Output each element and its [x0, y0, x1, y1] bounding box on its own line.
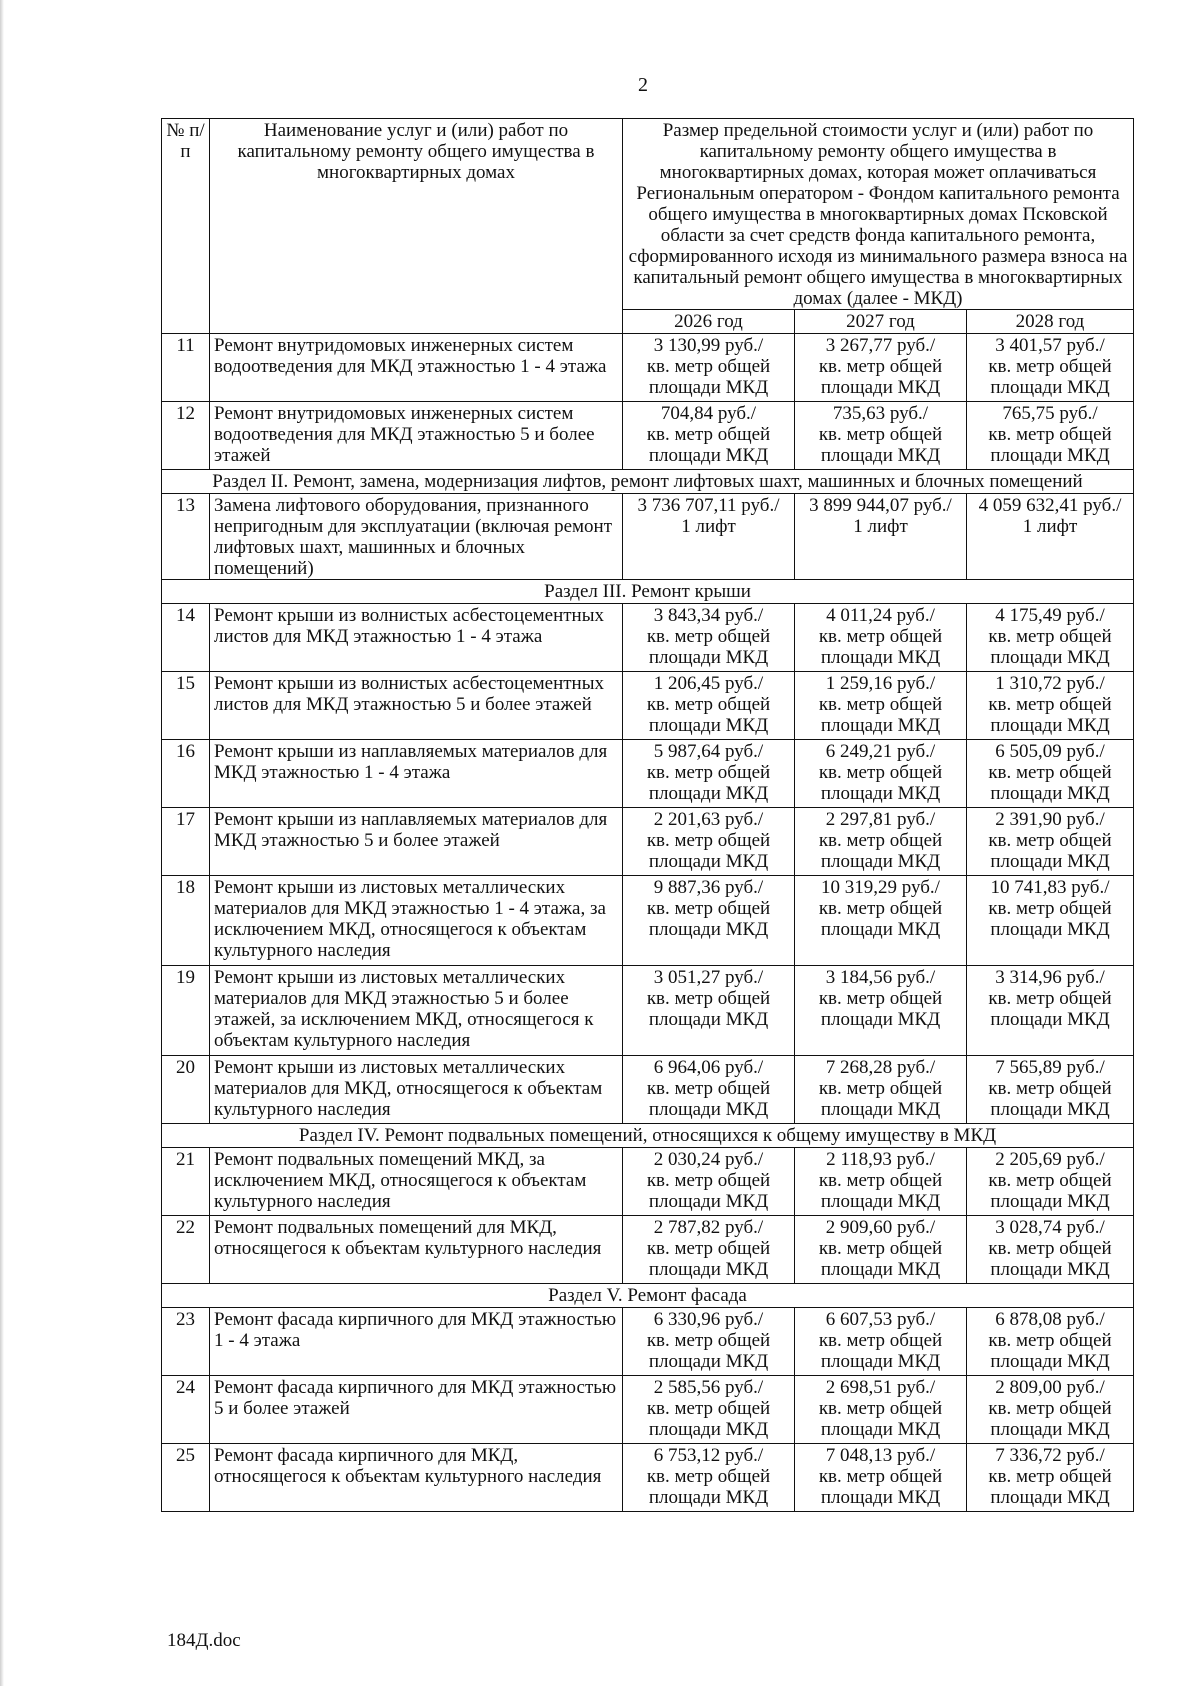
price-unit: кв. метр общей площади МКД	[646, 424, 771, 466]
work-name: Ремонт подвальных помещений МКД, за исключением МКД, относящегося к объектам культурного наследия	[210, 1148, 623, 1216]
scan-edge	[0, 0, 4, 1686]
price: 6 753,12 руб./	[653, 1445, 764, 1466]
row-number: 19	[162, 966, 210, 1056]
price: 2 118,93 руб./	[826, 1149, 935, 1170]
header-cost: Размер предельной стоимости услуг и (или) работ по капитальному ремонту общего имущества в многоквартирных домах, которая может оплачиваться Региональным оператором - Фондом капитального ремонта общего имущества в многоквартирных домах Псковской области за счет средств фонда капитального ремонта, сформированного исходя из минимального размера взноса на капитальный ремонт общего имущества в многоквартирных домах (далее - МКД)	[623, 119, 1134, 310]
price: 4 059 632,41 руб./	[978, 495, 1122, 516]
cost-value-2026	[623, 1444, 795, 1512]
table-row	[162, 334, 1134, 402]
cost-value-2028	[967, 334, 1134, 402]
price: 5 987,64 руб./	[653, 741, 764, 762]
price-unit: кв. метр общей площади МКД	[988, 356, 1112, 398]
price-unit: кв. метр общей площади МКД	[646, 694, 771, 736]
work-name: Ремонт фасада кирпичного для МКД, относящегося к объектам культурного наследия	[210, 1444, 623, 1512]
price: 3 028,74 руб./	[995, 1217, 1105, 1238]
table-row	[162, 808, 1134, 876]
price: 765,75 руб./	[1002, 403, 1098, 424]
cost-value-2026	[623, 1056, 795, 1124]
cost-value-2028	[967, 1148, 1134, 1216]
table-row	[162, 1148, 1134, 1216]
price: 704,84 руб./	[660, 403, 757, 424]
price-unit: кв. метр общей площади МКД	[818, 762, 943, 804]
cost-table-body	[162, 119, 1134, 1512]
price: 3 843,34 руб./	[653, 605, 764, 626]
price: 2 205,69 руб./	[995, 1149, 1105, 1170]
work-name: Ремонт крыши из наплавляемых материалов для МКД этажностью 5 и более этажей	[210, 808, 623, 876]
cost-value-2028	[967, 1216, 1134, 1284]
price: 7 048,13 руб./	[825, 1445, 936, 1466]
work-name: Ремонт внутридомовых инженерных систем водоотведения для МКД этажностью 5 и более этажей	[210, 402, 623, 470]
work-name: Замена лифтового оборудования, признанного непригодным для эксплуатации (включая ремонт лифтовых шахт, машинных и блочных помещений)	[210, 494, 623, 580]
price: 2 787,82 руб./	[653, 1217, 764, 1238]
cost-value-2027	[795, 966, 967, 1056]
price: 4 011,24 руб./	[826, 605, 935, 626]
cost-value-2027	[795, 402, 967, 470]
cost-value-2028	[967, 1376, 1134, 1444]
work-name: Ремонт крыши из листовых металлических материалов для МКД этажностью 5 и более этажей, за исключением МКД, относящегося к объектам культурного наследия	[210, 966, 623, 1056]
price-unit: кв. метр общей площади МКД	[646, 626, 771, 668]
table-row	[162, 1376, 1134, 1444]
work-name: Ремонт крыши из волнистых асбестоцементных листов для МКД этажностью 5 и более этажей	[210, 672, 623, 740]
price-unit: кв. метр общей площади МКД	[646, 1398, 771, 1440]
header-year-2026: 2026 год	[623, 310, 795, 334]
table-row	[162, 1056, 1134, 1124]
cost-value-2027	[795, 494, 967, 580]
price-unit: кв. метр общей площади МКД	[818, 1330, 943, 1372]
section-row	[162, 1284, 1134, 1308]
page-number: 2	[638, 74, 648, 96]
price: 3 401,57 руб./	[995, 335, 1105, 356]
row-number: 23	[162, 1308, 210, 1376]
row-number: 18	[162, 876, 210, 966]
cost-value-2027	[795, 1444, 967, 1512]
cost-value-2027	[795, 672, 967, 740]
price: 3 267,77 руб./	[825, 335, 936, 356]
cost-value-2027	[795, 334, 967, 402]
section-title: Раздел V. Ремонт фасада	[162, 1284, 1134, 1308]
table-row	[162, 966, 1134, 1056]
cost-value-2026	[623, 672, 795, 740]
row-number: 25	[162, 1444, 210, 1512]
table-row	[162, 672, 1134, 740]
row-number: 17	[162, 808, 210, 876]
table-row	[162, 1308, 1134, 1376]
price-unit: кв. метр общей площади МКД	[988, 626, 1112, 668]
price: 3 736 707,11 руб./	[637, 495, 780, 516]
cost-value-2028	[967, 1056, 1134, 1124]
cost-value-2028	[967, 808, 1134, 876]
cost-value-2026	[623, 402, 795, 470]
table-row	[162, 1444, 1134, 1512]
price-unit: кв. метр общей площади МКД	[646, 1078, 771, 1120]
price-unit: кв. метр общей площади МКД	[818, 626, 943, 668]
header-num: № п/п	[162, 119, 210, 334]
price: 3 130,99 руб./	[653, 335, 764, 356]
price-unit: кв. метр общей площади МКД	[646, 762, 771, 804]
price-unit: кв. метр общей площади МКД	[646, 830, 771, 872]
price-unit: кв. метр общей площади МКД	[988, 988, 1112, 1030]
row-number: 14	[162, 604, 210, 672]
section-title: Раздел II. Ремонт, замена, модернизация лифтов, ремонт лифтовых шахт, машинных и блочных помещений	[162, 470, 1134, 494]
work-name: Ремонт внутридомовых инженерных систем водоотведения для МКД этажностью 1 - 4 этажа	[210, 334, 623, 402]
section-title: Раздел III. Ремонт крыши	[162, 580, 1134, 604]
price-unit: кв. метр общей площади МКД	[988, 1078, 1112, 1120]
price: 10 319,29 руб./	[821, 877, 940, 898]
table-row	[162, 402, 1134, 470]
cost-value-2027	[795, 808, 967, 876]
row-number: 13	[162, 494, 210, 580]
price: 3 314,96 руб./	[995, 967, 1105, 988]
price: 3 051,27 руб./	[653, 967, 764, 988]
cost-value-2026	[623, 604, 795, 672]
price-unit: кв. метр общей площади МКД	[988, 830, 1112, 872]
cost-value-2028	[967, 966, 1134, 1056]
price: 6 964,06 руб./	[653, 1057, 764, 1078]
cost-value-2026	[623, 966, 795, 1056]
price: 4 175,49 руб./	[995, 605, 1105, 626]
table-row	[162, 494, 1134, 580]
row-number: 22	[162, 1216, 210, 1284]
cost-value-2026	[623, 1376, 795, 1444]
work-name: Ремонт фасада кирпичного для МКД этажностью 1 - 4 этажа	[210, 1308, 623, 1376]
price: 9 887,36 руб./	[653, 877, 764, 898]
section-title: Раздел IV. Ремонт подвальных помещений, относящихся к общему имуществу в МКД	[162, 1124, 1134, 1148]
cost-value-2026	[623, 1216, 795, 1284]
price: 3 184,56 руб./	[825, 967, 936, 988]
price-unit: кв. метр общей площади МКД	[988, 1466, 1112, 1508]
price: 6 330,96 руб./	[653, 1309, 764, 1330]
price: 735,63 руб./	[832, 403, 929, 424]
row-number: 24	[162, 1376, 210, 1444]
price: 10 741,83 руб./	[990, 877, 1110, 898]
work-name: Ремонт крыши из листовых металлических материалов для МКД этажностью 1 - 4 этажа, за исключением МКД, относящегося к объектам культурного наследия	[210, 876, 623, 966]
price-unit: кв. метр общей площади МКД	[646, 898, 771, 940]
cost-value-2027	[795, 604, 967, 672]
cost-value-2027	[795, 740, 967, 808]
footer-filename: 184Д.doc	[167, 1630, 241, 1651]
cost-value-2027	[795, 1148, 967, 1216]
price-unit: кв. метр общей площади МКД	[988, 1170, 1112, 1212]
cost-value-2026	[623, 740, 795, 808]
price-unit: кв. метр общей площади МКД	[646, 988, 771, 1030]
cost-table	[161, 118, 1134, 1512]
price-unit: кв. метр общей площади МКД	[988, 898, 1112, 940]
cost-value-2027	[795, 1376, 967, 1444]
table-row	[162, 876, 1134, 966]
price: 6 607,53 руб./	[825, 1309, 936, 1330]
price-unit: кв. метр общей площади МКД	[818, 424, 943, 466]
cost-value-2028	[967, 604, 1134, 672]
header-name: Наименование услуг и (или) работ по капитальному ремонту общего имущества в многоквартирных домах	[210, 119, 623, 334]
table-row	[162, 740, 1134, 808]
price-unit: кв. метр общей площади МКД	[818, 1078, 943, 1120]
cost-value-2028	[967, 1444, 1134, 1512]
price: 2 698,51 руб./	[825, 1377, 936, 1398]
header-row	[162, 119, 1134, 310]
price-unit: 1 лифт	[681, 516, 736, 537]
price: 2 909,60 руб./	[825, 1217, 936, 1238]
cost-value-2028	[967, 402, 1134, 470]
cost-value-2028	[967, 740, 1134, 808]
table-row	[162, 604, 1134, 672]
price-unit: кв. метр общей площади МКД	[818, 1398, 943, 1440]
cost-value-2028	[967, 494, 1134, 580]
cost-value-2028	[967, 672, 1134, 740]
row-number: 12	[162, 402, 210, 470]
price-unit: кв. метр общей площади МКД	[988, 694, 1112, 736]
cost-value-2028	[967, 876, 1134, 966]
price-unit: 1 лифт	[853, 516, 908, 537]
price: 2 297,81 руб./	[825, 809, 936, 830]
price-unit: кв. метр общей площади МКД	[646, 1170, 771, 1212]
price-unit: кв. метр общей площади МКД	[646, 356, 771, 398]
price-unit: кв. метр общей площади МКД	[818, 988, 943, 1030]
cost-value-2026	[623, 1308, 795, 1376]
price: 7 336,72 руб./	[995, 1445, 1105, 1466]
price: 2 391,90 руб./	[995, 809, 1105, 830]
price: 7 268,28 руб./	[825, 1057, 936, 1078]
work-name: Ремонт подвальных помещений для МКД, относящегося к объектам культурного наследия	[210, 1216, 623, 1284]
work-name: Ремонт крыши из волнистых асбестоцементных листов для МКД этажностью 1 - 4 этажа	[210, 604, 623, 672]
price: 6 249,21 руб./	[825, 741, 936, 762]
price: 1 310,72 руб./	[995, 673, 1105, 694]
price-unit: кв. метр общей площади МКД	[818, 830, 943, 872]
row-number: 11	[162, 334, 210, 402]
price: 2 201,63 руб./	[653, 809, 764, 830]
price: 6 878,08 руб./	[995, 1309, 1105, 1330]
cost-value-2026	[623, 808, 795, 876]
row-number: 20	[162, 1056, 210, 1124]
cost-value-2028	[967, 1308, 1134, 1376]
cost-value-2027	[795, 1216, 967, 1284]
price-unit: кв. метр общей площади МКД	[646, 1238, 771, 1280]
price: 6 505,09 руб./	[995, 741, 1105, 762]
price-unit: кв. метр общей площади МКД	[818, 1466, 943, 1508]
row-number: 21	[162, 1148, 210, 1216]
cost-value-2026	[623, 1148, 795, 1216]
work-name: Ремонт крыши из листовых металлических материалов для МКД, относящегося к объектам культурного наследия	[210, 1056, 623, 1124]
price-unit: кв. метр общей площади МКД	[818, 1238, 943, 1280]
price-unit: кв. метр общей площади МКД	[988, 424, 1112, 466]
cost-value-2027	[795, 1056, 967, 1124]
price: 3 899 944,07 руб./	[809, 495, 952, 516]
header-year-2027: 2027 год	[795, 310, 967, 334]
row-number: 15	[162, 672, 210, 740]
price-unit: кв. метр общей площади МКД	[988, 1238, 1112, 1280]
price: 2 809,00 руб./	[995, 1377, 1105, 1398]
cost-value-2027	[795, 1308, 967, 1376]
price: 2 585,56 руб./	[653, 1377, 764, 1398]
price-unit: 1 лифт	[1022, 516, 1078, 537]
price-unit: кв. метр общей площади МКД	[818, 356, 943, 398]
header-year-2028: 2028 год	[967, 310, 1134, 334]
price-unit: кв. метр общей площади МКД	[646, 1330, 771, 1372]
price: 7 565,89 руб./	[995, 1057, 1105, 1078]
cost-value-2026	[623, 334, 795, 402]
cost-value-2026	[623, 876, 795, 966]
cost-value-2027	[795, 876, 967, 966]
work-name: Ремонт фасада кирпичного для МКД этажностью 5 и более этажей	[210, 1376, 623, 1444]
cost-value-2026	[623, 494, 795, 580]
price: 2 030,24 руб./	[653, 1149, 764, 1170]
section-row	[162, 1124, 1134, 1148]
table-row	[162, 1216, 1134, 1284]
price-unit: кв. метр общей площади МКД	[818, 1170, 943, 1212]
price: 1 206,45 руб./	[653, 673, 764, 694]
price-unit: кв. метр общей площади МКД	[646, 1466, 771, 1508]
price-unit: кв. метр общей площади МКД	[988, 1398, 1112, 1440]
price-unit: кв. метр общей площади МКД	[818, 694, 943, 736]
section-row	[162, 580, 1134, 604]
work-name: Ремонт крыши из наплавляемых материалов для МКД этажностью 1 - 4 этажа	[210, 740, 623, 808]
row-number: 16	[162, 740, 210, 808]
price-unit: кв. метр общей площади МКД	[818, 898, 943, 940]
price-unit: кв. метр общей площади МКД	[988, 762, 1112, 804]
price: 1 259,16 руб./	[825, 673, 936, 694]
section-row	[162, 470, 1134, 494]
price-unit: кв. метр общей площади МКД	[988, 1330, 1112, 1372]
